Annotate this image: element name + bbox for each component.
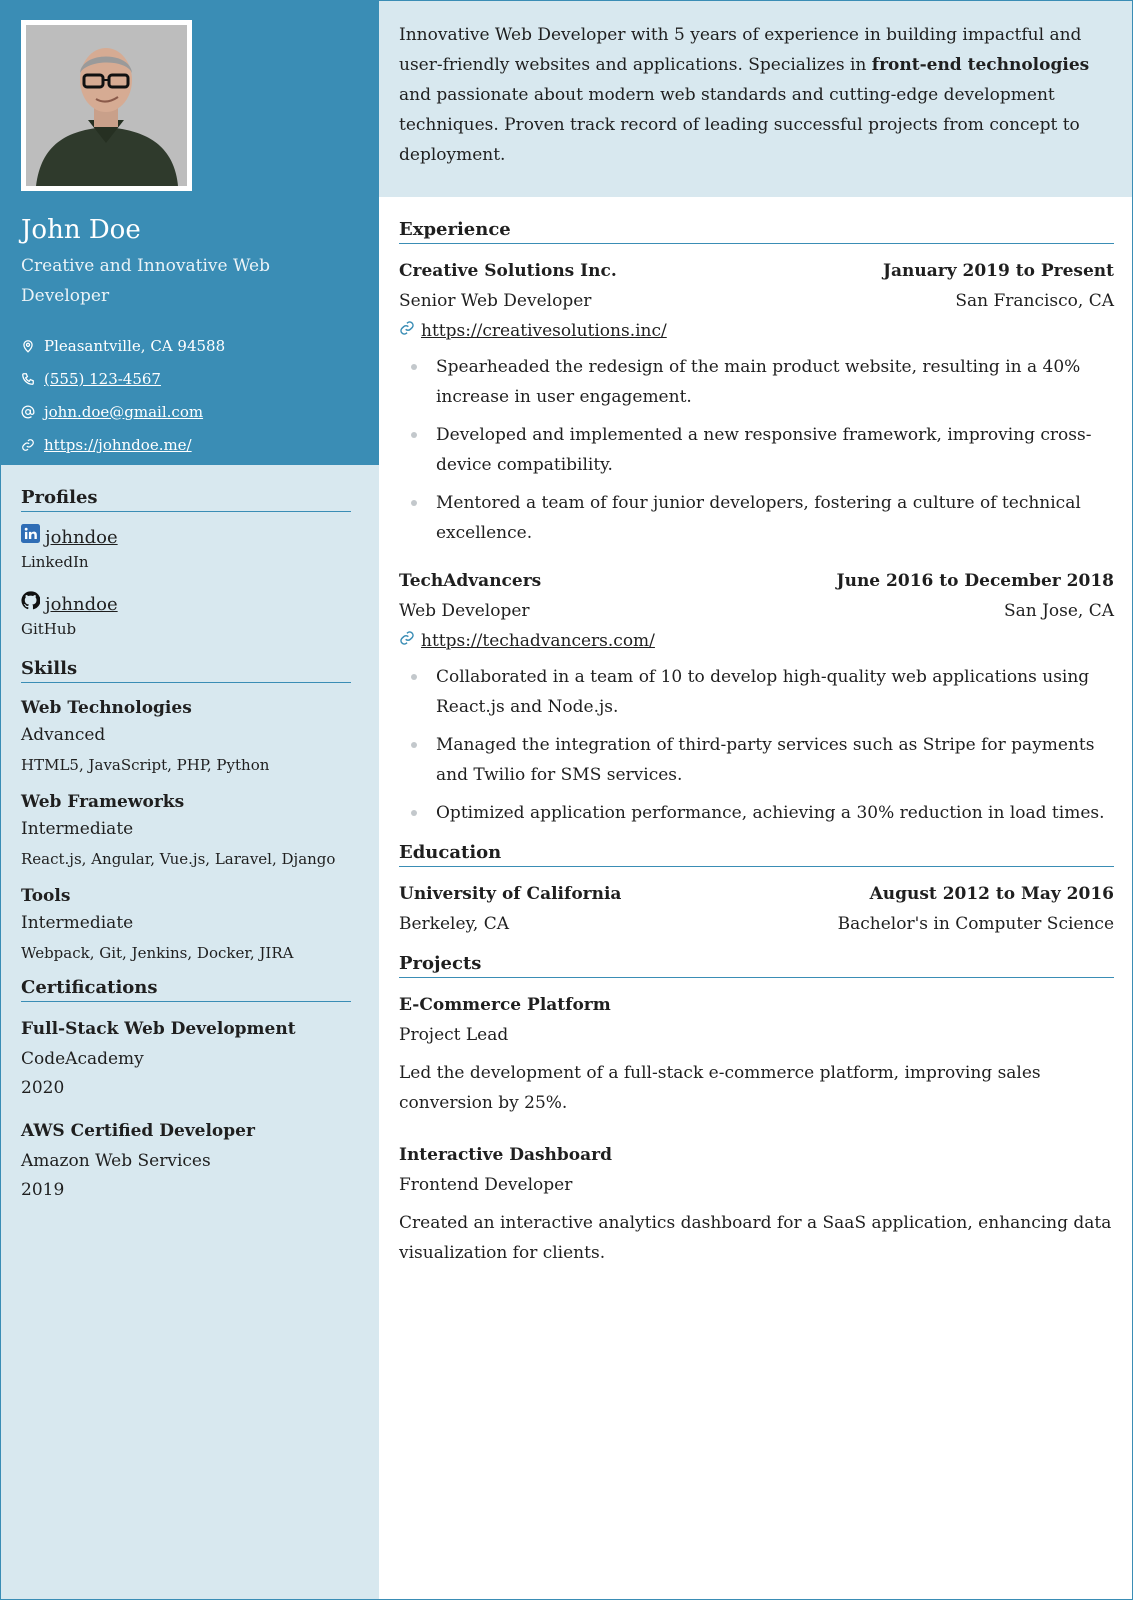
list-item: Optimized application performance, achieving a 30% reduction in load times. [399, 798, 1114, 828]
job-location: San Francisco, CA [955, 291, 1114, 311]
project-item [399, 990, 1114, 1118]
contact-email [21, 395, 359, 428]
profile-username-link[interactable]: johndoe [45, 526, 118, 548]
list-item: Collaborated in a team of 10 to develop high-quality web applications using React.js and Node.js. [399, 662, 1114, 722]
contact-location [21, 329, 359, 362]
profile-line [21, 591, 351, 618]
certification-issuer: Amazon Web Services [21, 1151, 211, 1171]
experience-bullets [399, 662, 1114, 828]
candidate-name: John Doe [21, 215, 141, 245]
list-item: Spearheaded the redesign of the main product website, resulting in a 40% increase in user engagement. [399, 352, 1114, 412]
main-content [379, 1, 1133, 1600]
summary-text-end: and passionate about modern web standards and cutting-edge development techniques. Proven track record of leading successful projects from concept to deployment. [399, 85, 1080, 165]
sidebar-body [1, 465, 379, 1204]
sidebar [1, 1, 379, 1600]
certifications-heading: Certifications [21, 977, 351, 1002]
skill-level: Intermediate [21, 819, 134, 839]
link-icon [399, 626, 415, 656]
project-role: Project Lead [399, 1025, 509, 1045]
phone-link[interactable]: (555) 123-4567 [44, 369, 161, 388]
education-location: Berkeley, CA [399, 914, 509, 934]
education-header [399, 879, 1114, 909]
education-section [399, 842, 1114, 939]
skill-keywords: HTML5, JavaScript, PHP, Python [21, 756, 270, 774]
job-title: Web Developer [399, 601, 530, 621]
project-item [399, 1140, 1114, 1268]
skills-heading: Skills [21, 658, 351, 683]
summary [379, 1, 1133, 197]
experience-bullets [399, 352, 1114, 548]
employment-dates: June 2016 to December 2018 [836, 571, 1114, 591]
skill-level: Advanced [21, 725, 106, 745]
location-text: Pleasantville, CA 94588 [44, 336, 226, 355]
profile-network: GitHub [21, 620, 77, 638]
list-item: Developed and implemented a new responsive framework, improving cross-device compatibility. [399, 420, 1114, 480]
summary-text-start: Innovative Web Developer with 5 years of experience in building impactful and user-friendly websites and applications. Specializes in [399, 25, 1082, 75]
profile-line [21, 524, 351, 551]
github-icon [21, 591, 40, 618]
link-icon [399, 316, 415, 346]
profile-photo-frame [21, 20, 192, 191]
experience-item [399, 256, 1114, 548]
at-sign-icon [21, 405, 44, 419]
profiles-heading: Profiles [21, 487, 351, 512]
company-name: Creative Solutions Inc. [399, 261, 617, 281]
employment-dates: January 2019 to Present [882, 261, 1114, 281]
skill-name: Web Technologies [21, 698, 192, 718]
certification-issuer: CodeAcademy [21, 1049, 144, 1069]
company-link-row [399, 626, 1114, 656]
skill-keywords: React.js, Angular, Vue.js, Laravel, Django [21, 850, 336, 868]
contact-list [21, 329, 359, 461]
experience-section [399, 219, 1114, 828]
company-url-link[interactable]: https://creativesolutions.inc/ [421, 321, 667, 341]
company-url-link[interactable]: https://techadvancers.com/ [421, 631, 655, 651]
certification-year: 2019 [21, 1180, 65, 1200]
website-link[interactable]: https://johndoe.me/ [44, 435, 192, 454]
skills-section [21, 658, 351, 965]
skill-item [21, 695, 351, 777]
degree: Bachelor's in Computer Science [837, 914, 1114, 934]
skill-item [21, 789, 351, 871]
experience-item [399, 566, 1114, 828]
email-link[interactable]: john.doe@gmail.com [44, 402, 204, 421]
job-title: Senior Web Developer [399, 291, 592, 311]
company-name: TechAdvancers [399, 571, 542, 591]
profiles-section [21, 487, 351, 640]
main-body [379, 197, 1133, 1268]
experience-heading: Experience [399, 219, 1114, 244]
certification-name: AWS Certified Developer [21, 1121, 255, 1141]
candidate-headline: Creative and Innovative Web Developer [21, 256, 270, 306]
certification-name: Full-Stack Web Development [21, 1019, 296, 1039]
experience-subheader [399, 596, 1114, 626]
company-link-row [399, 316, 1114, 346]
profile-item [21, 591, 351, 640]
experience-header [399, 566, 1114, 596]
experience-header [399, 256, 1114, 286]
project-name: Interactive Dashboard [399, 1145, 612, 1165]
certifications-section [21, 977, 351, 1204]
project-role: Frontend Developer [399, 1175, 573, 1195]
experience-subheader [399, 286, 1114, 316]
sidebar-header [1, 1, 379, 465]
projects-section [399, 953, 1114, 1268]
list-item: Mentored a team of four junior developers, fostering a culture of technical excellence. [399, 488, 1114, 548]
institution-name: University of California [399, 884, 622, 904]
profile-item [21, 524, 351, 573]
project-name: E-Commerce Platform [399, 995, 611, 1015]
linkedin-icon [21, 524, 40, 551]
contact-website [21, 428, 359, 461]
map-pin-icon [21, 339, 44, 353]
projects-heading: Projects [399, 953, 1114, 978]
profile-username-link[interactable]: johndoe [45, 593, 118, 615]
profile-network: LinkedIn [21, 553, 89, 571]
skill-item [21, 883, 351, 965]
link-icon [21, 438, 44, 452]
education-subheader [399, 909, 1114, 939]
project-description: Created an interactive analytics dashboard for a SaaS application, enhancing data visualization for clients. [399, 1213, 1112, 1263]
profile-photo [26, 25, 187, 186]
phone-icon [21, 372, 44, 386]
skill-keywords: Webpack, Git, Jenkins, Docker, JIRA [21, 944, 294, 962]
skill-level: Intermediate [21, 913, 134, 933]
job-location: San Jose, CA [1003, 601, 1114, 621]
skill-name: Web Frameworks [21, 792, 185, 812]
contact-phone [21, 362, 359, 395]
education-heading: Education [399, 842, 1114, 867]
summary-emphasis: front-end technologies [871, 55, 1090, 75]
certification-year: 2020 [21, 1078, 65, 1098]
certification-item [21, 1014, 351, 1102]
list-item: Managed the integration of third-party services such as Stripe for payments and Twilio for SMS services. [399, 730, 1114, 790]
project-description: Led the development of a full-stack e-commerce platform, improving sales conversion by 25%. [399, 1063, 1041, 1113]
certification-item [21, 1116, 351, 1204]
skill-name: Tools [21, 886, 71, 906]
education-dates: August 2012 to May 2016 [869, 884, 1114, 904]
